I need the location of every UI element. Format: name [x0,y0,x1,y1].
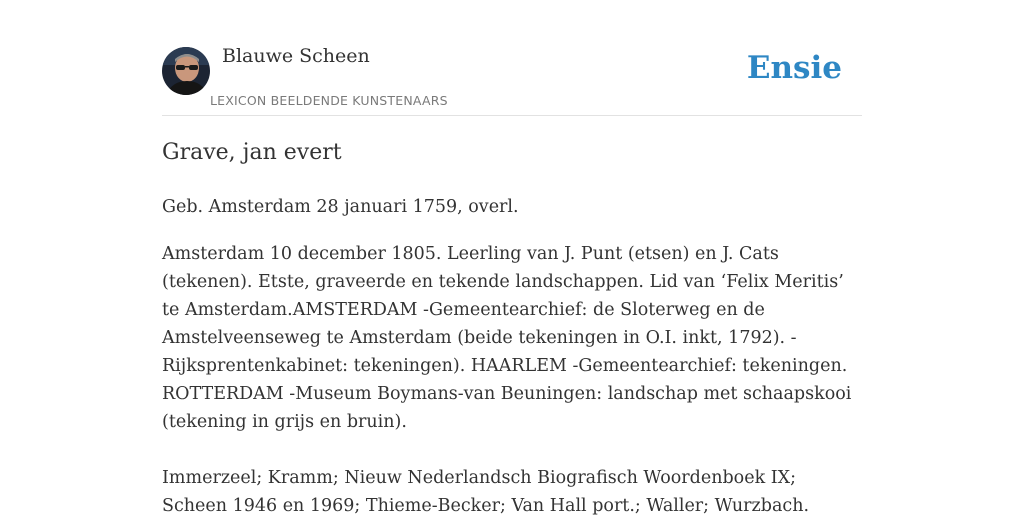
publication-name[interactable]: LEXICON BEELDENDE KUNSTENAARS [210,93,448,108]
ensie-logo[interactable]: Ensie [746,50,842,86]
page-container [162,0,862,516]
avatar-image [162,47,210,95]
article-paragraph-main: Amsterdam 10 december 1805. Leerling van J. Punt (etsen) en J. Cats (tekenen). Etste, graveerde en tekende landschappen. Lid van ‘Felix Meritis’ te Amsterdam.AMSTERDAM -Gemeentearchief: de Sloterweg en de Amstelveenseweg te Amsterdam (beide tekeningen in O.I. inkt, 1792). -Rijksprentenkabinet: tekeningen). HAARLEM -Gemeentearchief: tekeningen. ROTTERDAM -Museum Boymans-van Beuningen: landschap met schaapskooi (tekening in grijs en bruin). [162,244,852,432]
article-header [162,0,862,116]
article-body [162,193,852,520]
article-paragraph-references: Immerzeel; Kramm; Nieuw Nederlandsch Biografisch Woordenboek IX; Scheen 1946 en 1969; Thieme-Becker; Van Hall port.; Waller; Wurzbach. [162,468,810,516]
author-avatar[interactable] [162,47,210,95]
article-title: Grave, jan evert [162,140,342,165]
author-name[interactable]: Blauwe Scheen [222,45,370,67]
article-paragraph-birth: Geb. Amsterdam 28 januari 1759, overl. [162,197,519,217]
